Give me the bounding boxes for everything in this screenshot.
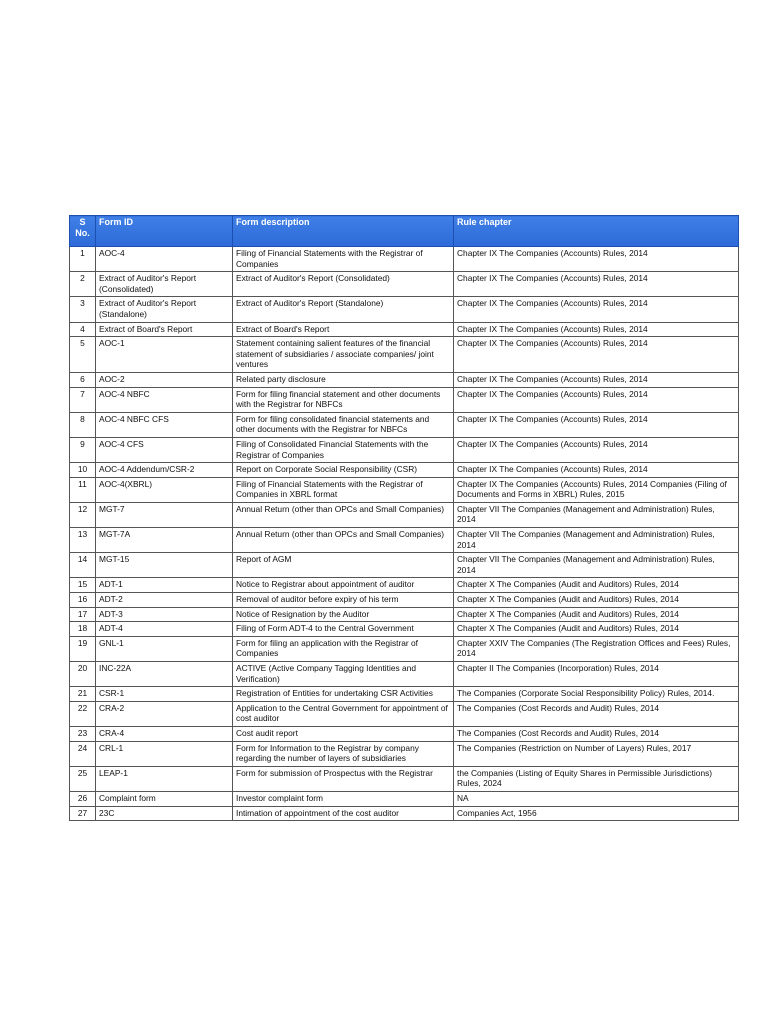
table-row [70, 297, 739, 322]
table-row [70, 337, 739, 373]
cell-serial-number: 5 [70, 337, 96, 373]
cell-form-id: Extract of Board's Report [96, 322, 233, 337]
cell-rule-chapter: Chapter IX The Companies (Accounts) Rules, 2014 [454, 247, 739, 272]
table-row [70, 578, 739, 593]
table-row [70, 502, 739, 527]
cell-serial-number: 16 [70, 593, 96, 608]
forms-table [69, 215, 739, 821]
cell-form-description: Filing of Financial Statements with the Registrar of Companies [233, 247, 454, 272]
table-row [70, 726, 739, 741]
cell-form-description: Cost audit report [233, 726, 454, 741]
cell-form-id: ADT-1 [96, 578, 233, 593]
cell-serial-number: 17 [70, 607, 96, 622]
cell-form-id: MGT-15 [96, 553, 233, 578]
cell-form-id: MGT-7 [96, 502, 233, 527]
cell-form-id: AOC-4 [96, 247, 233, 272]
cell-serial-number: 11 [70, 477, 96, 502]
table-row [70, 741, 739, 766]
cell-serial-number: 12 [70, 502, 96, 527]
table-row [70, 662, 739, 687]
table-row [70, 437, 739, 462]
cell-form-description: Notice of Resignation by the Auditor [233, 607, 454, 622]
cell-serial-number: 20 [70, 662, 96, 687]
cell-serial-number: 8 [70, 412, 96, 437]
table-row [70, 622, 739, 637]
forms-table-container [69, 215, 738, 821]
cell-form-description: Intimation of appointment of the cost auditor [233, 806, 454, 821]
header-form-id: Form ID [96, 216, 233, 247]
cell-form-description: Filing of Form ADT-4 to the Central Government [233, 622, 454, 637]
table-row [70, 477, 739, 502]
cell-serial-number: 19 [70, 636, 96, 661]
cell-form-id: CRL-1 [96, 741, 233, 766]
cell-rule-chapter: Chapter IX The Companies (Accounts) Rules, 2014 [454, 272, 739, 297]
cell-rule-chapter: Chapter X The Companies (Audit and Auditors) Rules, 2014 [454, 593, 739, 608]
cell-serial-number: 24 [70, 741, 96, 766]
cell-rule-chapter: NA [454, 791, 739, 806]
cell-rule-chapter: Chapter XXIV The Companies (The Registration Offices and Fees) Rules, 2014 [454, 636, 739, 661]
cell-form-id: GNL-1 [96, 636, 233, 661]
table-row [70, 528, 739, 553]
cell-form-id: AOC-4(XBRL) [96, 477, 233, 502]
cell-form-description: ACTIVE (Active Company Tagging Identities and Verification) [233, 662, 454, 687]
table-row [70, 553, 739, 578]
cell-rule-chapter: Chapter IX The Companies (Accounts) Rules, 2014 [454, 297, 739, 322]
cell-form-id: Complaint form [96, 791, 233, 806]
table-row [70, 593, 739, 608]
cell-form-description: Notice to Registrar about appointment of auditor [233, 578, 454, 593]
header-rule-chapter: Rule chapter [454, 216, 739, 247]
cell-serial-number: 7 [70, 387, 96, 412]
cell-form-id: CRA-4 [96, 726, 233, 741]
cell-form-description: Filing of Consolidated Financial Statements with the Registrar of Companies [233, 437, 454, 462]
cell-form-description: Report on Corporate Social Responsibility (CSR) [233, 463, 454, 478]
cell-form-id: ADT-4 [96, 622, 233, 637]
header-form-description: Form description [233, 216, 454, 247]
table-row [70, 766, 739, 791]
cell-form-id: AOC-4 CFS [96, 437, 233, 462]
cell-serial-number: 15 [70, 578, 96, 593]
cell-serial-number: 18 [70, 622, 96, 637]
cell-rule-chapter: The Companies (Cost Records and Audit) Rules, 2014 [454, 726, 739, 741]
cell-rule-chapter: Chapter VII The Companies (Management and Administration) Rules, 2014 [454, 553, 739, 578]
cell-serial-number: 1 [70, 247, 96, 272]
cell-form-id: CRA-2 [96, 701, 233, 726]
cell-serial-number: 25 [70, 766, 96, 791]
cell-serial-number: 21 [70, 687, 96, 702]
cell-form-description: Extract of Board's Report [233, 322, 454, 337]
table-row [70, 636, 739, 661]
cell-rule-chapter: Chapter X The Companies (Audit and Auditors) Rules, 2014 [454, 622, 739, 637]
table-header-row [70, 216, 739, 247]
cell-serial-number: 27 [70, 806, 96, 821]
cell-rule-chapter: Chapter IX The Companies (Accounts) Rules, 2014 [454, 437, 739, 462]
cell-form-id: INC-22A [96, 662, 233, 687]
cell-form-id: Extract of Auditor's Report (Standalone) [96, 297, 233, 322]
cell-form-description: Related party disclosure [233, 372, 454, 387]
cell-form-description: Form for filing an application with the Registrar of Companies [233, 636, 454, 661]
cell-form-description: Registration of Entities for undertaking CSR Activities [233, 687, 454, 702]
cell-form-description: Investor complaint form [233, 791, 454, 806]
table-row [70, 607, 739, 622]
cell-rule-chapter: Chapter IX The Companies (Accounts) Rules, 2014 [454, 387, 739, 412]
cell-serial-number: 2 [70, 272, 96, 297]
cell-rule-chapter: Chapter IX The Companies (Accounts) Rules, 2014 Companies (Filing of Documents and Forms in XBRL) Rules, 2015 [454, 477, 739, 502]
cell-form-id: AOC-1 [96, 337, 233, 373]
cell-serial-number: 3 [70, 297, 96, 322]
cell-serial-number: 13 [70, 528, 96, 553]
cell-rule-chapter: Chapter II The Companies (Incorporation) Rules, 2014 [454, 662, 739, 687]
cell-form-description: Annual Return (other than OPCs and Small Companies) [233, 528, 454, 553]
cell-rule-chapter: The Companies (Corporate Social Responsibility Policy) Rules, 2014. [454, 687, 739, 702]
cell-form-description: Form for filing consolidated financial statements and other documents with the Registrar for NBFCs [233, 412, 454, 437]
cell-form-description: Form for filing financial statement and other documents with the Registrar for NBFCs [233, 387, 454, 412]
cell-form-description: Application to the Central Government for appointment of cost auditor [233, 701, 454, 726]
cell-form-id: CSR-1 [96, 687, 233, 702]
cell-rule-chapter: Companies Act, 1956 [454, 806, 739, 821]
cell-serial-number: 22 [70, 701, 96, 726]
table-row [70, 701, 739, 726]
cell-serial-number: 4 [70, 322, 96, 337]
cell-rule-chapter: Chapter X The Companies (Audit and Auditors) Rules, 2014 [454, 578, 739, 593]
cell-form-description: Report of AGM [233, 553, 454, 578]
cell-form-description: Extract of Auditor's Report (Standalone) [233, 297, 454, 322]
cell-form-description: Form for submission of Prospectus with the Registrar [233, 766, 454, 791]
cell-form-id: LEAP-1 [96, 766, 233, 791]
header-serial-number: S No. [70, 216, 96, 247]
cell-rule-chapter: Chapter IX The Companies (Accounts) Rules, 2014 [454, 337, 739, 373]
table-body [70, 247, 739, 821]
cell-rule-chapter: The Companies (Restriction on Number of Layers) Rules, 2017 [454, 741, 739, 766]
table-row [70, 387, 739, 412]
cell-serial-number: 23 [70, 726, 96, 741]
cell-serial-number: 10 [70, 463, 96, 478]
cell-serial-number: 14 [70, 553, 96, 578]
table-row [70, 247, 739, 272]
cell-form-description: Statement containing salient features of the financial statement of subsidiaries / associate companies/ joint ventures [233, 337, 454, 373]
cell-serial-number: 26 [70, 791, 96, 806]
cell-form-id: ADT-3 [96, 607, 233, 622]
cell-form-id: AOC-4 Addendum/CSR-2 [96, 463, 233, 478]
table-row [70, 791, 739, 806]
table-row [70, 463, 739, 478]
cell-rule-chapter: Chapter IX The Companies (Accounts) Rules, 2014 [454, 412, 739, 437]
cell-form-description: Extract of Auditor's Report (Consolidated) [233, 272, 454, 297]
table-row [70, 272, 739, 297]
cell-form-id: Extract of Auditor's Report (Consolidated) [96, 272, 233, 297]
table-row [70, 687, 739, 702]
cell-rule-chapter: the Companies (Listing of Equity Shares in Permissible Jurisdictions) Rules, 2024 [454, 766, 739, 791]
cell-rule-chapter: Chapter IX The Companies (Accounts) Rules, 2014 [454, 372, 739, 387]
table-row [70, 412, 739, 437]
cell-rule-chapter: Chapter IX The Companies (Accounts) Rules, 2014 [454, 322, 739, 337]
cell-form-id: AOC-2 [96, 372, 233, 387]
cell-rule-chapter: Chapter X The Companies (Audit and Auditors) Rules, 2014 [454, 607, 739, 622]
table-row [70, 806, 739, 821]
cell-form-description: Removal of auditor before expiry of his term [233, 593, 454, 608]
cell-form-id: 23C [96, 806, 233, 821]
table-row [70, 322, 739, 337]
cell-form-id: ADT-2 [96, 593, 233, 608]
cell-form-id: AOC-4 NBFC CFS [96, 412, 233, 437]
cell-rule-chapter: Chapter IX The Companies (Accounts) Rules, 2014 [454, 463, 739, 478]
cell-form-description: Annual Return (other than OPCs and Small Companies) [233, 502, 454, 527]
cell-rule-chapter: The Companies (Cost Records and Audit) Rules, 2014 [454, 701, 739, 726]
cell-serial-number: 6 [70, 372, 96, 387]
cell-rule-chapter: Chapter VII The Companies (Management and Administration) Rules, 2014 [454, 502, 739, 527]
cell-form-id: AOC-4 NBFC [96, 387, 233, 412]
cell-form-description: Form for Information to the Registrar by company regarding the number of layers of subsidiaries [233, 741, 454, 766]
cell-serial-number: 9 [70, 437, 96, 462]
cell-form-id: MGT-7A [96, 528, 233, 553]
cell-rule-chapter: Chapter VII The Companies (Management and Administration) Rules, 2014 [454, 528, 739, 553]
table-row [70, 372, 739, 387]
cell-form-description: Filing of Financial Statements with the Registrar of Companies in XBRL format [233, 477, 454, 502]
